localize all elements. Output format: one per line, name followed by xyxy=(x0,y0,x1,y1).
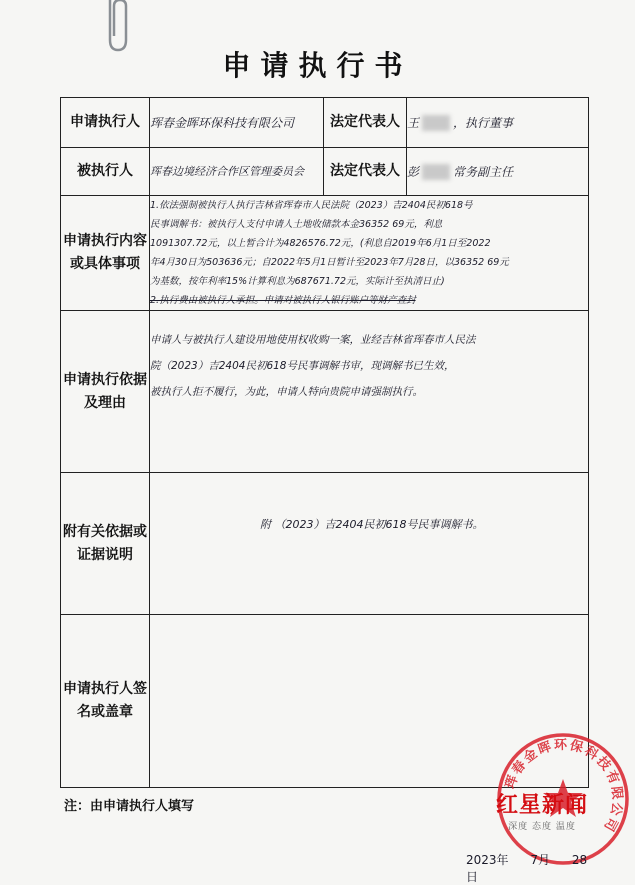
redaction-mark xyxy=(422,115,450,131)
evidence-row xyxy=(61,473,589,615)
basis-text xyxy=(150,311,589,473)
date-day: 28日 xyxy=(466,853,588,884)
signature-date xyxy=(466,851,588,885)
basis-row xyxy=(61,311,589,473)
basis-line: 申请人与被执行人建设用地使用权收购一案，业经吉林省珲春市人民法 xyxy=(150,333,476,346)
watermark-logo xyxy=(496,788,588,832)
basis-line: 被执行人拒不履行，为此，申请人特向贵院申请强制执行。 xyxy=(150,385,423,398)
basis-label: 申请执行依据及理由 xyxy=(61,311,150,473)
legal-rep-label: 法定代表人 xyxy=(324,98,407,148)
seal-text: 珲春金晖环保科技有限公司 xyxy=(502,737,625,836)
content-line: 民事调解书：被执行人支付申请人土地收储款本金36352 69元，利息 xyxy=(150,219,443,230)
content-label: 申请执行内容或具体事项 xyxy=(61,196,150,311)
signature-label: 申请执行人签名或盖章 xyxy=(61,615,150,788)
basis-line: 院（2023）吉2404民初618号民事调解书审，现调解书已生效， xyxy=(150,359,455,372)
evidence-text: 附 （2023）吉2404民初618号民事调解书。 xyxy=(150,473,589,615)
content-line: 1.依法强制被执行人执行吉林省珲春市人民法院（2023）吉2404民初618号 xyxy=(150,200,473,211)
date-year: 2023年 xyxy=(466,853,509,867)
applicant-rep-title: 执行董事 xyxy=(465,115,514,130)
legal-rep-label-2: 法定代表人 xyxy=(324,148,407,196)
footnote: 注：由申请执行人填写 xyxy=(64,799,195,814)
applicant-name: 珲春金晖环保科技有限公司 xyxy=(150,98,324,148)
respondent-rep-surname: 彭 xyxy=(407,164,420,179)
content-row xyxy=(61,196,589,311)
respondent-rep-title: 常务副主任 xyxy=(453,164,514,179)
applicant-rep-surname: 王 xyxy=(407,115,420,130)
signature-row xyxy=(61,615,589,788)
content-line: 为基数，按年利率15%计算利息为687671.72元，实际计至执清日止) xyxy=(150,276,445,287)
content-line: 1091307.72元，以上暂合计为4826576.72元，(利息自2019年6月1日至2022 xyxy=(150,238,491,249)
watermark-slogan: 深度 态度 温度 xyxy=(508,822,576,832)
respondent-name: 珲春边境经济合作区管理委员会 xyxy=(150,148,324,196)
evidence-label: 附有关依据或证据说明 xyxy=(61,473,150,615)
content-text xyxy=(150,196,589,311)
document-title: 申请执行书 xyxy=(222,49,413,82)
respondent-rep xyxy=(407,148,589,196)
applicant-rep: 王 ，执行董事 xyxy=(407,98,589,148)
date-month: 7月 xyxy=(530,853,551,867)
applicant-label: 申请执行人 xyxy=(61,98,150,148)
content-line: 年4月30日为503636元；自2022年5月1日暂计至2023年7月28日，以36352 69元 xyxy=(150,257,509,268)
respondent-row xyxy=(61,148,589,196)
redaction-mark xyxy=(422,164,450,180)
watermark-name: 红星新闻 xyxy=(496,793,589,818)
applicant-row xyxy=(61,98,589,148)
respondent-label: 被执行人 xyxy=(61,148,150,196)
content-struck-line: 2.执行费由被执行人承担。申请对被执行人银行账户等财产查封 xyxy=(150,295,416,306)
